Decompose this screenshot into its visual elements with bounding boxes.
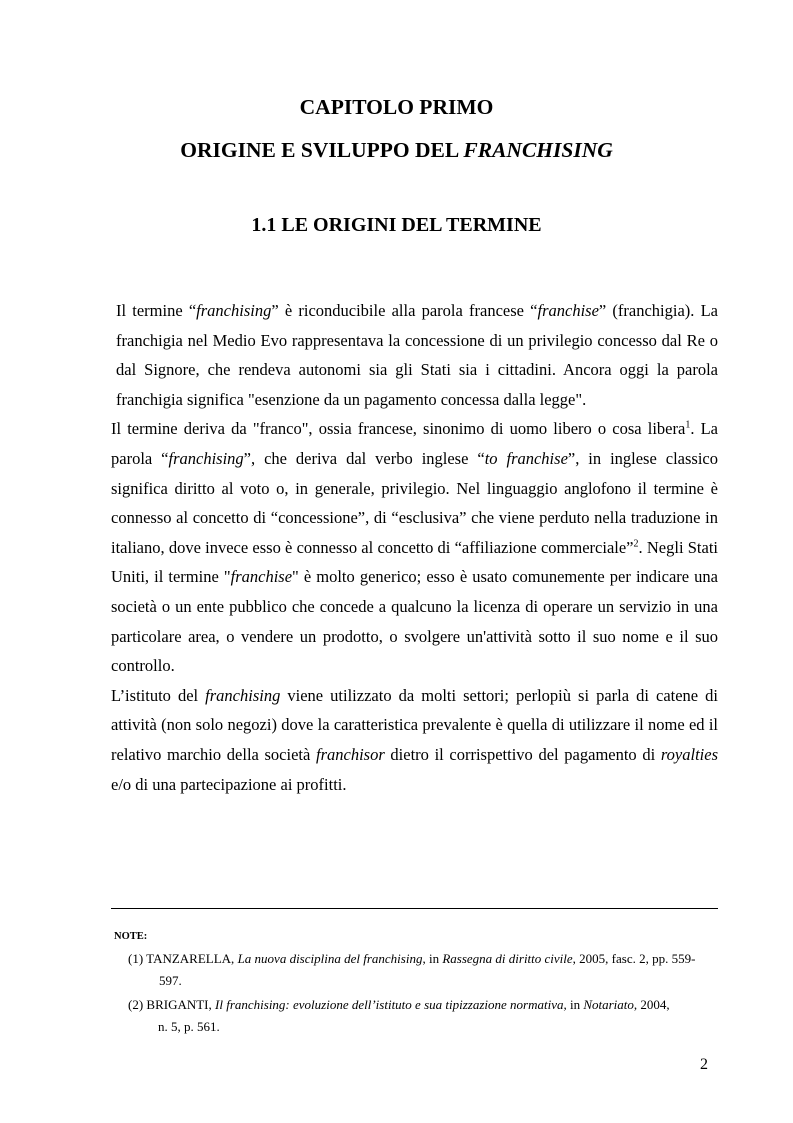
p3-italic-2: franchisor: [316, 744, 385, 764]
p1-text-2: ” è riconducibile alla parola francese “: [271, 301, 538, 320]
section-title: 1.1 LE ORIGINI DEL TERMINE: [251, 214, 542, 236]
footnote-divider: [111, 908, 718, 909]
p1-italic-1: franchising: [196, 301, 272, 320]
footnote-2: [128, 994, 716, 1038]
note2-italic-1: Il franchising: evoluzione dell’istituto e sua tipizzazione normativa,: [215, 997, 567, 1012]
note2-text-1: (2) BRIGANTI,: [128, 997, 216, 1012]
note1-text-4: 597.: [159, 973, 182, 988]
p2-text-6: " è molto generico; esso è usato comunemente per indicare una società o un ente pubblico che concede a qualcuno la licenza di operare un servizio in una particolare area, o vendere un prodotto, o svolgere un'attività sotto il suo nome e il suo controllo.: [111, 567, 718, 676]
p3-text-1: L’istituto del: [111, 685, 206, 705]
p2-italic-2: to franchise: [484, 448, 568, 468]
chapter-title: [0, 138, 793, 163]
chapter-heading: CAPITOLO PRIMO: [299, 95, 494, 119]
chapter-title-prefix: ORIGINE E SVILUPPO DEL: [180, 138, 464, 162]
note1-text-2: , in: [422, 951, 443, 966]
footnote-ref-2: 2: [633, 538, 639, 550]
note1-italic-1: La nuova disciplina del franchising: [237, 951, 423, 966]
note2-italic-2: Notariato: [583, 997, 634, 1012]
p2-italic-3: franchise: [230, 567, 293, 587]
p3-text-3: dietro il corrispettivo del pagamento di: [384, 744, 661, 764]
body-text: [111, 296, 718, 799]
p3-text-4: e/o di una partecipazione ai profitti.: [111, 774, 347, 794]
note1-italic-2: Rassegna di diritto civile: [442, 951, 573, 966]
chapter-title-italic: FRANCHISING: [463, 138, 613, 162]
notes-heading: NOTE:: [114, 931, 148, 942]
p1-text-3: ” (franchigia). La franchigia nel Medio Evo rappresentava la concessione di un privilegio concesso dal Re o dal Signore, che rendeva autonomi sia gli Stati sia i cittadini. Ancora oggi la parola franchigia significa "esenzione da un pagamento concessa dalla legge".: [116, 301, 718, 409]
paragraph-1: [111, 296, 718, 414]
p2-text-2: . La parola “: [111, 419, 718, 468]
note1-text-1: (1) TANZARELLA,: [128, 951, 238, 966]
p2-text-5: . Negli Stati Uniti, il termine ": [111, 537, 718, 587]
paragraph-3: [111, 681, 718, 799]
p2-text-3: ”, che deriva dal verbo inglese “: [243, 448, 485, 468]
p2-italic-1: franchising: [168, 448, 244, 468]
note2-text-4: n. 5, p. 561.: [158, 1019, 220, 1034]
p2-text-1: Il termine deriva da "franco", ossia francese, sinonimo di uomo libero o cosa libera: [111, 419, 686, 439]
p2-text-4: ”, in inglese classico significa diritto al voto o, in generale, privilegio. Nel linguaggio anglofono il termine è connesso al concetto di “concessione”, di “esclusiva” che viene perduto nella traduzione in italiano, dove invece esso è connesso al concetto di “affiliazione commerciale”: [111, 448, 718, 557]
note1-text-3: , 2005, fasc. 2, pp. 559-: [572, 951, 696, 966]
page-number: 2: [700, 1056, 708, 1073]
footnote-ref-1: 1: [685, 419, 691, 431]
p1-italic-2: franchise: [537, 301, 599, 320]
p3-italic-1: franchising: [205, 685, 281, 705]
p3-italic-3: royalties: [660, 744, 718, 764]
p3-text-2: viene utilizzato da molti settori; perlopiù si parla di catene di attività (non solo negozi) dove la caratteristica prevalente è quella di utilizzare il nome ed il relativo marchio della società: [111, 685, 719, 764]
note2-text-3: , 2004,: [633, 997, 670, 1012]
note2-text-2: in: [566, 997, 584, 1012]
footnote-1: [128, 948, 716, 992]
p1-text-1: Il termine “: [116, 301, 197, 320]
paragraph-2: [111, 414, 718, 680]
